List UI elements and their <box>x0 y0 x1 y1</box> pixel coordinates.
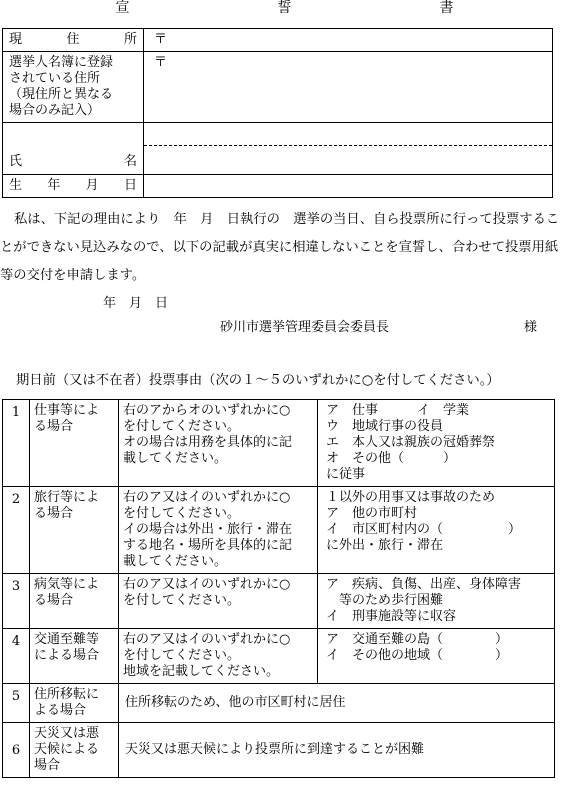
oath-statement: 私は、下記の理由により 年 月 日執行の 選挙の当日、自ら投票所に行って投票することができない見込みなので、以下の記載が真実に相違しないことを宣誓し、合わせて投票用紙等の交付を申請します。 <box>0 212 560 283</box>
label-char: 年 <box>47 178 61 193</box>
reason-number[interactable]: 3 <box>3 574 30 629</box>
registered-address-row <box>3 52 553 123</box>
reason-kind <box>30 723 119 778</box>
kind-line: 交通至難等 <box>34 632 100 647</box>
name-label <box>3 123 144 175</box>
kind-line: 場合 <box>34 758 61 773</box>
reason-row-2 <box>3 487 555 574</box>
reason-instruction <box>119 629 318 684</box>
kind-line: る場合 <box>34 593 74 608</box>
reason-row-4 <box>3 629 555 684</box>
instruction-line: する地名・場所を具体的に記 <box>123 538 293 553</box>
option-line: に外出・旅行・滞在 <box>326 538 444 553</box>
reason-number[interactable]: 6 <box>3 723 30 778</box>
birthdate-row <box>3 175 553 198</box>
kind-line: による場合 <box>34 648 100 663</box>
label-line: されている住所 <box>9 71 101 86</box>
reason-row-3 <box>3 574 555 629</box>
birthdate-label <box>3 175 144 198</box>
label-char: 生 <box>9 178 23 193</box>
instruction-line: 右のア又はイのいずれかに○ <box>123 632 291 647</box>
instruction-line: 右のア又はイのいずれかに○ <box>123 577 291 592</box>
label-char: 名 <box>123 154 137 169</box>
current-address-field[interactable] <box>144 29 553 52</box>
reason-kind <box>30 400 119 487</box>
option-line: に従事 <box>326 467 366 482</box>
option-line[interactable]: ア 他の市町村 <box>326 506 418 521</box>
registered-address-label <box>3 52 144 123</box>
reason-options[interactable] <box>318 629 555 684</box>
option-line[interactable]: エ 本人又は親族の冠婚葬祭 <box>326 435 496 450</box>
furigana-area[interactable] <box>144 123 552 146</box>
option-line: 等のため歩行困難 <box>326 593 444 608</box>
application-date: 年 月 日 <box>103 296 169 311</box>
label-line: 選挙人名簿に登録 <box>9 55 114 70</box>
reason-number[interactable]: 4 <box>3 629 30 684</box>
option-line[interactable]: ア 仕事 イ 学業 <box>326 403 470 418</box>
reason-instruction <box>119 400 318 487</box>
birthdate-field[interactable] <box>144 175 553 198</box>
applicant-table <box>2 28 553 198</box>
reason-kind <box>30 629 119 684</box>
instruction-line: オの場合は用務を具体的に記 <box>123 435 293 450</box>
instruction-line: 右のアからオのいずれかに○ <box>123 403 291 418</box>
instruction-line: を付してください。 <box>123 593 241 608</box>
kind-line: 仕事等によ <box>34 403 100 418</box>
document-title: 宣 誓 書 <box>115 0 494 16</box>
option-line[interactable]: ウ 地域行事の役員 <box>326 419 444 434</box>
instruction-line: を付してください。 <box>123 506 241 521</box>
option-line[interactable]: オ その他（ ） <box>326 451 457 466</box>
label-line: 場合のみ記入） <box>9 103 101 118</box>
label-char: 住 <box>66 32 80 47</box>
addressee: 砂川市選挙管理委員会委員長 <box>220 320 390 335</box>
kind-line: 旅行等によ <box>34 490 100 505</box>
reason-row-5 <box>3 684 555 723</box>
label-char: 現 <box>9 32 23 47</box>
current-address-label <box>3 29 144 52</box>
name-field[interactable] <box>144 123 553 175</box>
option-line[interactable]: イ その他の地域（ ） <box>326 648 509 663</box>
label-line: （現住所と異なる <box>9 87 114 102</box>
name-row <box>3 123 553 175</box>
reason-number[interactable]: 1 <box>3 400 30 487</box>
reason-kind <box>30 487 119 574</box>
reason-instruction <box>119 487 318 574</box>
reason-number[interactable]: 5 <box>3 684 30 723</box>
kind-line: 住所移転に <box>34 687 100 702</box>
reason-options[interactable] <box>318 574 555 629</box>
instruction-line: 載してください。 <box>123 451 228 466</box>
instruction-line: 地域を記載してください。 <box>123 664 280 679</box>
instruction-line: 載してください。 <box>123 554 228 569</box>
label-char: 所 <box>123 32 137 47</box>
reason-description: 天災又は悪天候により投票所に到達することが困難 <box>119 723 555 778</box>
kind-line: る場合 <box>34 419 74 434</box>
reason-description: 住所移転のため、他の市区町村に居住 <box>119 684 555 723</box>
option-line: １以外の用事又は事故のため <box>326 490 496 505</box>
current-address-row <box>3 29 553 52</box>
reasons-table <box>2 399 555 778</box>
reason-number[interactable]: 2 <box>3 487 30 574</box>
label-char: 氏 <box>9 154 23 169</box>
reason-kind <box>30 684 119 723</box>
instruction-line: イの場合は外出・旅行・滞在 <box>123 522 293 537</box>
instruction-line: を付してください。 <box>123 648 241 663</box>
reason-heading: 期日前（又は不在者）投票事由（次の１～５のいずれかに○を付してください。） <box>16 373 500 388</box>
kind-line: 天候による <box>34 742 100 757</box>
label-char: 日 <box>123 178 137 193</box>
option-line[interactable]: イ 刑事施設等に収容 <box>326 609 457 624</box>
kind-line: る場合 <box>34 506 74 521</box>
option-line[interactable]: ア 交通至難の島（ ） <box>326 632 509 647</box>
kind-line: 天災又は悪 <box>34 726 100 741</box>
postal-mark: 〒 <box>154 55 168 70</box>
postal-mark: 〒 <box>154 32 168 47</box>
reason-options[interactable] <box>318 487 555 574</box>
reason-instruction <box>119 574 318 629</box>
kind-line: よる場合 <box>34 703 87 718</box>
reason-kind <box>30 574 119 629</box>
registered-address-field[interactable] <box>144 52 553 123</box>
addressee-suffix: 様 <box>524 320 538 335</box>
reason-row-6 <box>3 723 555 778</box>
instruction-line: 右のア又はイのいずれかに○ <box>123 490 291 505</box>
reason-options[interactable] <box>318 400 555 487</box>
reason-row-1 <box>3 400 555 487</box>
instruction-line: を付してください。 <box>123 419 241 434</box>
option-line[interactable]: イ 市区町村内の（ ） <box>326 522 522 537</box>
kind-line: 病気等によ <box>34 577 100 592</box>
label-char: 月 <box>85 178 99 193</box>
option-line[interactable]: ア 疾病、負傷、出産、身体障害 <box>326 577 522 592</box>
